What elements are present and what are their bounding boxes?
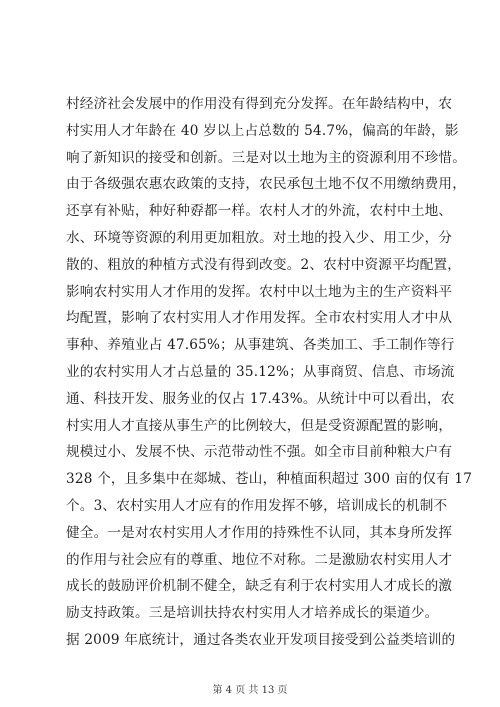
- text-line: 由于各级强农惠农政策的支持，农民承包土地不仅不用缴纳费用，: [66, 176, 467, 193]
- text-line: 村实用人才年龄在 40 岁以上占总数的 54.7%，偏高的年龄，影: [66, 122, 459, 139]
- page-number-footer: 第 4 页 共 13 页: [212, 685, 288, 696]
- text-line: 业的农村实用人才占总量的 35.12%；从事商贸、信息、市场流: [66, 363, 455, 380]
- text-line: 均配置，影响了农村实用人才作用发挥。全市农村实用人才中从: [66, 310, 453, 327]
- text-line: 还享有补贴，种好种孬都一样。农村人才的外流，农村中土地、: [66, 203, 453, 220]
- text-line: 规模过小、发展不快、示范带动性不强。如全市目前种粮大户有: [66, 444, 453, 461]
- text-line: 的作用与社会应有的尊重、地位不对称。二是激励农村实用人才: [66, 551, 453, 568]
- text-line: 村经济社会发展中的作用没有得到充分发挥。在年龄结构中，农: [66, 96, 453, 112]
- text-line: 水、环境等资源的利用更加粗放。对土地的投入少、用工少，分: [66, 229, 453, 246]
- text-line: 健全。一是对农村实用人才作用的持殊性不认同，其本身所发挥: [66, 524, 453, 541]
- text-line: 成长的鼓励评价机制不健全，缺乏有利于农村实用人才成长的激: [66, 578, 453, 595]
- text-line: 事种、养殖业占 47.65%；从事建筑、各类加工、手工制作等行: [66, 337, 455, 354]
- text-line: 328 个，且多集中在郯城、苍山，种植面积超过 300 亩的仅有 17: [66, 471, 473, 488]
- text-line: 村实用人才直接从事生产的比例较大，但是受资源配置的影响，: [66, 417, 453, 434]
- text-line: 响了新知识的接受和创新。三是对以土地为主的资源利用不珍惜。: [66, 149, 467, 166]
- text-line: 个。3、农村实用人才应有的作用发挥不够，培训成长的机制不: [66, 497, 448, 514]
- text-line: 通、科技开发、服务业的仅占 17.43%。从统计中可以看出，农: [66, 390, 455, 407]
- text-line: 散的、粗放的种植方式没有得到改变。2、农村中资源平均配置，: [66, 256, 462, 273]
- body-text: [66, 91, 473, 654]
- text-line: 影响农村实用人才作用的发挥。农村中以土地为主的生产资料平: [66, 283, 453, 300]
- text-line: 励支持政策。三是培训扶持农村实用人才培养成长的渠道少。: [66, 605, 439, 622]
- text-line: 据 2009 年底统计，通过各类农业开发项目接受到公益类培训的: [66, 631, 456, 648]
